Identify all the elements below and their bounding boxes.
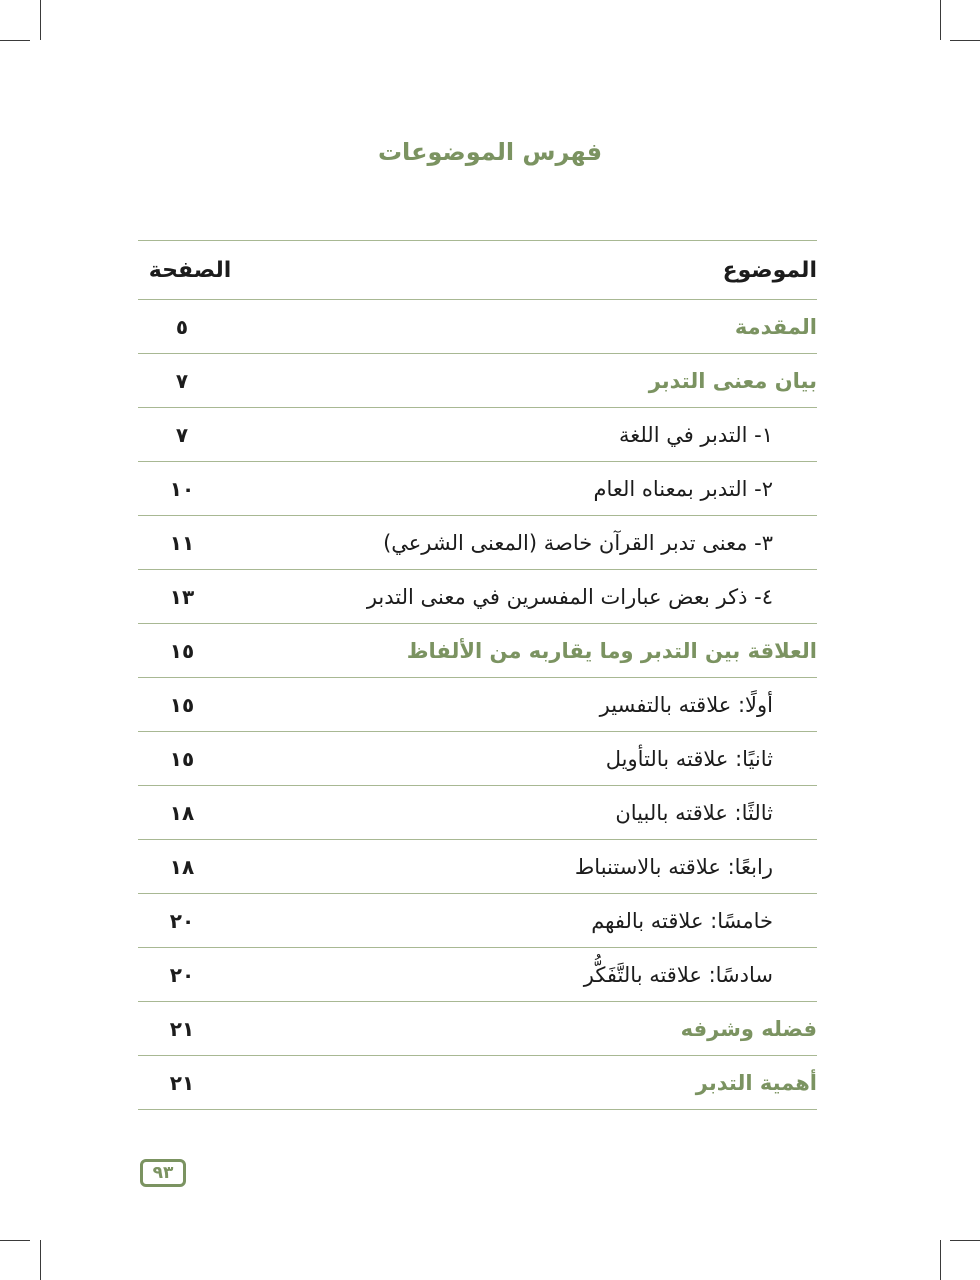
- toc-page-number: ٧: [175, 422, 189, 447]
- toc-row: [138, 786, 817, 840]
- crop-mark: [0, 1240, 30, 1241]
- page-title: فهرس الموضوعات: [377, 138, 603, 166]
- toc-page-number: ١٠: [169, 476, 195, 501]
- toc-page-number: ٢٠: [169, 962, 195, 987]
- toc-topic: أولًا: علاقته بالتفسير: [599, 692, 773, 717]
- toc-topic: أهمية التدبر: [695, 1070, 817, 1095]
- crop-mark: [40, 1240, 41, 1280]
- toc-topic: خامسًا: علاقته بالفهم: [591, 908, 773, 933]
- toc-page-number: ١٥: [169, 638, 195, 663]
- toc-row: [138, 894, 817, 948]
- toc-row: [138, 300, 817, 354]
- toc-topic: بيان معنى التدبر: [648, 368, 817, 393]
- toc-page-number: ١٨: [169, 800, 195, 825]
- toc-row: [138, 624, 817, 678]
- toc-body: [138, 300, 817, 1110]
- toc-row: [138, 840, 817, 894]
- toc-row: [138, 354, 817, 408]
- crop-mark: [0, 40, 30, 41]
- toc-topic: سادسًا: علاقته بالتَّفَكُّر: [583, 962, 773, 987]
- toc-row: [138, 408, 817, 462]
- toc-topic: ٤- ذكر بعض عبارات المفسرين في معنى التدبر: [366, 584, 773, 609]
- toc-page-number: ٥: [175, 314, 189, 339]
- crop-mark: [950, 40, 980, 41]
- toc-topic: ٣- معنى تدبر القرآن خاصة (المعنى الشرعي): [383, 530, 773, 555]
- toc-topic: المقدمة: [734, 314, 817, 339]
- toc-page-number: ٢٠: [169, 908, 195, 933]
- toc-topic: ثالثًا: علاقته بالبيان: [615, 800, 773, 825]
- toc-topic: ١- التدبر في اللغة: [618, 422, 773, 447]
- toc-topic: ثانيًا: علاقته بالتأويل: [605, 746, 773, 771]
- toc-topic: فضله وشرفه: [680, 1016, 817, 1041]
- toc-page-number: ٧: [175, 368, 189, 393]
- table-of-contents: [138, 240, 817, 1110]
- crop-mark: [950, 1240, 980, 1241]
- page-number-badge: ٩٣: [140, 1159, 186, 1187]
- crop-mark: [940, 1240, 941, 1280]
- toc-page-number: ٢١: [169, 1070, 195, 1095]
- toc-page-number: ١١: [169, 530, 195, 555]
- toc-page-number: ٢١: [169, 1016, 195, 1041]
- toc-page-number: ١٥: [169, 746, 195, 771]
- page-column-header: الصفحة: [148, 257, 232, 283]
- toc-page-number: ١٥: [169, 692, 195, 717]
- topic-column-header: الموضوع: [722, 257, 817, 283]
- toc-row: [138, 1002, 817, 1056]
- toc-row: [138, 948, 817, 1002]
- toc-row: [138, 1056, 817, 1110]
- toc-topic: ٢- التدبر بمعناه العام: [593, 476, 773, 501]
- toc-row: [138, 570, 817, 624]
- toc-page-number: ١٨: [169, 854, 195, 879]
- toc-row: [138, 732, 817, 786]
- toc-row: [138, 516, 817, 570]
- toc-topic: العلاقة بين التدبر وما يقاربه من الألفاظ: [406, 638, 817, 663]
- toc-topic: رابعًا: علاقته بالاستنباط: [574, 854, 773, 879]
- toc-header-row: [138, 240, 817, 300]
- crop-mark: [940, 0, 941, 40]
- toc-row: [138, 678, 817, 732]
- toc-page-number: ١٣: [169, 584, 195, 609]
- crop-mark: [40, 0, 41, 40]
- toc-row: [138, 462, 817, 516]
